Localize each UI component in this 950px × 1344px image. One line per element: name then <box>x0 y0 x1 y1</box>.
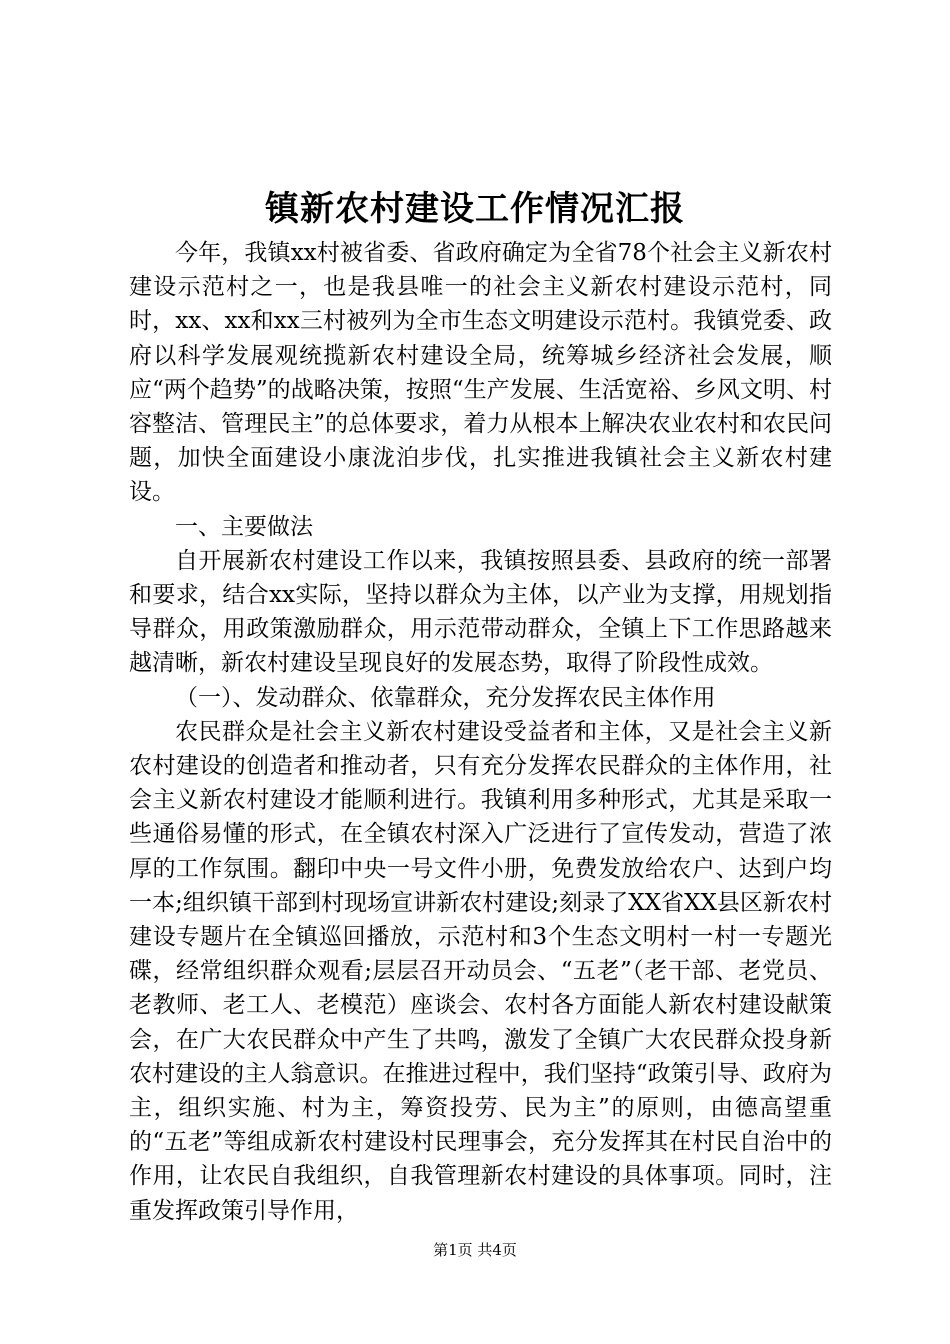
section-heading: 一、主要做法 <box>175 513 313 540</box>
subsection-heading: （一）、发动群众、依靠群众，充分发挥农民主体作用 <box>175 684 716 711</box>
intro-paragraph: 今年，我镇xx村被省委、省政府确定为全省78个社会主义新农村建设示范村之一，也是我县唯一的社会主义新农村建设示范村，同时，xx、xx和xx三村被列为全市生态文明建设示范村。我镇党委、政府以科学发展观统揽新农村建设全局，统筹城乡经济社会发展，顺应“两个趋势”的战略决策，按照“生产发展、生活宽裕、乡风文明、村容整洁、管理民主”的总体要求，着力从根本上解决农业农村和农民问题，加快全面建设小康泷泊步伐，扎实推进我镇社会主义新农村建设。 <box>129 240 832 506</box>
document-body <box>129 236 832 1228</box>
page-number-footer: 第1页 共4页 <box>433 1241 517 1259</box>
body-paragraph: 自开展新农村建设工作以来，我镇按照县委、县政府的统一部署和要求，结合xx实际，坚持以群众为主体，以产业为支撑，用规划指导群众，用政策激励群众，用示范带动群众，全镇上下工作思路越来越清晰，新农村建设呈现良好的发展态势，取得了阶段性成效。 <box>129 547 832 677</box>
document-title: 镇新农村建设工作情况汇报 <box>265 189 685 229</box>
body-paragraph: 农民群众是社会主义新农村建设受益者和主体，又是社会主义新农村建设的创造者和推动者，只有充分发挥农民群众的主体作用，社会主义新农村建设才能顺利进行。我镇利用多种形式，尤其是采取一些通俗易懂的形式，在全镇农村深入广泛进行了宣传发动，营造了浓厚的工作氛围。翻印中央一号文件小册，免费发放给农户、达到户均一本;组织镇干部到村现场宣讲新农村建设;刻录了XX省XX县区新农村建设专题片在全镇巡回播放，示范村和3个生态文明村一村一专题光碟，经常组织群众观看;层层召开动员会、“五老”（老干部、老党员、老教师、老工人、老模范）座谈会、农村各方面能人新农村建设献策会，在广大农民群众中产生了共鸣，激发了全镇广大农民群众投身新农村建设的主人翁意识。在推进过程中，我们坚持“政策引导、政府为主，组织实施、村为主，筹资投劳、民为主”的原则，由德高望重的“五老”等组成新农村建设村民理事会，充分发挥其在村民自治中的作用，让农民自我组织，自我管理新农村建设的具体事项。同时，注重发挥政策引导作用， <box>129 718 832 1224</box>
